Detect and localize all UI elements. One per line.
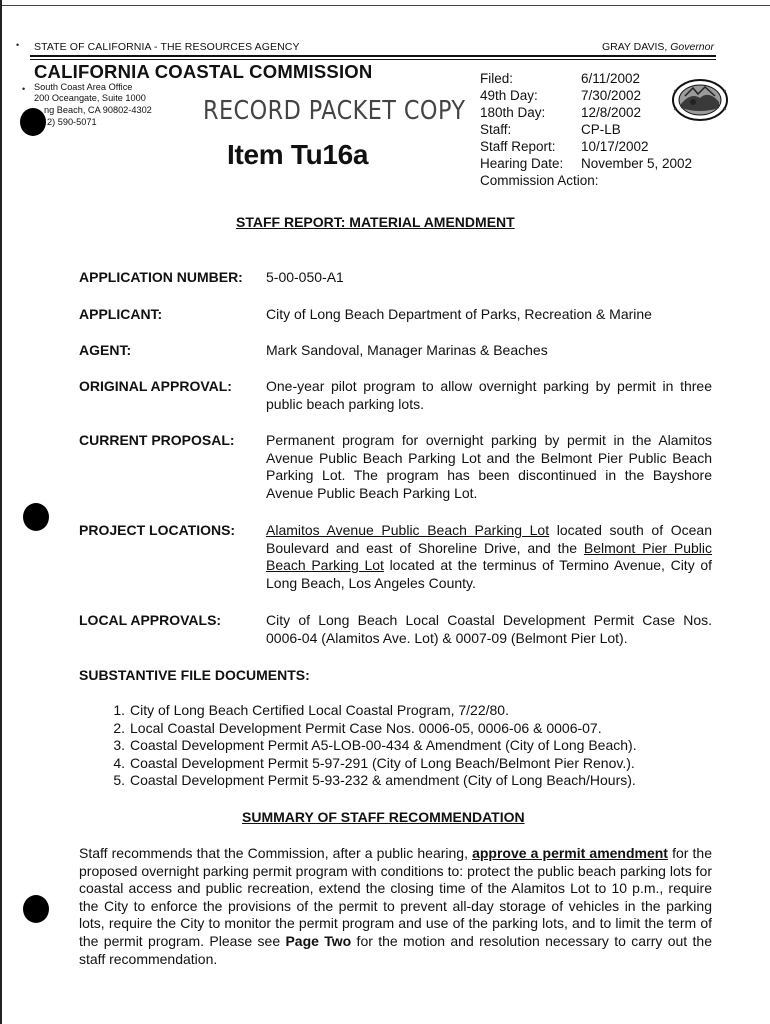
list-item: 4. Coastal Development Permit 5-97-291 (City of Long Beach/Belmont Pier Renov.). bbox=[113, 754, 635, 771]
field-label-applicant: APPLICANT: bbox=[79, 306, 163, 322]
summary-paragraph: Staff recommends that the Commission, after a public hearing, approve a permit amendment for the proposed overnight parking permit program with conditions to: protect the public beach parking lots for coastal access and public recreation, extend the closing time of the Alamitos Lot to 10 p.m., require the City to enforce the provisions of the permit to prevent all-day storage of vehicles in the parking lots, require the City to monitor the permit program and use of the parking lots, and to limit the term of the permit program. Please see Page Two for the motion and resolution necessary to carry out the staff recommendation. bbox=[79, 845, 712, 967]
office-line: 2) 590-5071 bbox=[47, 117, 97, 127]
punch-hole bbox=[23, 503, 49, 531]
field-label-project-locations: PROJECT LOCATIONS: bbox=[79, 522, 236, 538]
office-line: 200 Oceangate, Suite 1000 bbox=[34, 93, 146, 103]
location-text: located south of Ocean Boulevard and east of Shoreline Drive, and the bbox=[266, 522, 712, 556]
field-value-application-number: 5-00-050-A1 bbox=[266, 269, 344, 285]
meta-value-staff-report: 10/17/2002 bbox=[581, 139, 649, 154]
list-item: 2. Local Coastal Development Permit Case Nos. 0006-05, 0006-06 & 0006-07. bbox=[113, 719, 602, 736]
scan-mark: • bbox=[16, 40, 20, 50]
item-number: Item Tu16a bbox=[227, 139, 369, 170]
punch-hole bbox=[20, 108, 46, 136]
meta-value-49th-day: 7/30/2002 bbox=[581, 88, 642, 103]
scan-mark: • bbox=[22, 84, 26, 94]
field-label-current-proposal: CURRENT PROPOSAL: bbox=[79, 432, 235, 448]
punch-hole bbox=[23, 895, 49, 923]
field-label-local-approvals: LOCAL APPROVALS: bbox=[79, 612, 222, 628]
state-seal-icon bbox=[671, 78, 729, 122]
field-value-project-locations bbox=[266, 522, 712, 592]
meta-value-180th-day: 12/8/2002 bbox=[581, 105, 642, 120]
header-rule bbox=[30, 59, 716, 60]
meta-label-180th-day: 180th Day: bbox=[480, 105, 546, 120]
location-belmont-lot: Belmont Pier Public Beach Parking Lot bbox=[266, 539, 712, 574]
field-label-application-number: APPLICATION NUMBER: bbox=[79, 269, 243, 285]
list-item: 5. Coastal Development Permit 5-93-232 & amendment (City of Long Beach/Hours). bbox=[113, 772, 636, 789]
governor-name: GRAY DAVIS, bbox=[601, 41, 668, 53]
field-value-agent: Mark Sandoval, Manager Marinas & Beaches bbox=[266, 342, 548, 358]
meta-label-filed: Filed: bbox=[480, 71, 514, 86]
list-item: 1. City of Long Beach Certified Local Coastal Program, 7/22/80. bbox=[113, 702, 509, 718]
meta-label-staff: Staff: bbox=[480, 122, 512, 137]
agency-name: STATE OF CALIFORNIA - THE RESOURCES AGENCY bbox=[34, 41, 300, 53]
scan-top-line bbox=[0, 5, 770, 6]
field-label-agent: AGENT: bbox=[79, 342, 132, 358]
location-alamitos-lot: Alamitos Avenue Public Beach Parking Lot bbox=[266, 522, 550, 538]
file-documents-list bbox=[100, 702, 637, 790]
header-rule bbox=[30, 55, 716, 57]
field-label-original-approval: ORIGINAL APPROVAL: bbox=[79, 378, 232, 394]
meta-label-staff-report: Staff Report: bbox=[480, 139, 556, 154]
page-reference: Page Two bbox=[285, 932, 352, 949]
commission-name: CALIFORNIA COASTAL COMMISSION bbox=[34, 61, 373, 82]
file-documents-heading: SUBSTANTIVE FILE DOCUMENTS: bbox=[79, 667, 310, 683]
meta-value-hearing-date: November 5, 2002 bbox=[581, 156, 693, 171]
scan-left-edge bbox=[0, 0, 2, 1024]
office-line: ng Beach, CA 90802-4302 bbox=[44, 105, 152, 115]
meta-label-commission-action: Commission Action: bbox=[480, 173, 599, 188]
report-title: STAFF REPORT: MATERIAL AMENDMENT bbox=[236, 214, 515, 230]
meta-label-hearing-date: Hearing Date: bbox=[480, 156, 564, 171]
field-value-original-approval: One-year pilot program to allow overnight parking by permit in three public beach parking lots. bbox=[266, 378, 712, 412]
field-value-current-proposal: Permanent program for overnight parking by permit in the Alamitos Avenue Public Beach Parking Lot and the Belmont Pier Public Beach Parking Lot. The program has been discontinued in the Bayshore Avenue Public Beach Parking Lot. bbox=[266, 432, 712, 501]
governor-line bbox=[602, 41, 714, 53]
summary-title: SUMMARY OF STAFF RECOMMENDATION bbox=[242, 809, 525, 825]
meta-value-filed: 6/11/2002 bbox=[581, 71, 641, 86]
meta-value-staff: CP-LB bbox=[581, 122, 621, 137]
field-value-applicant: City of Long Beach Department of Parks, Recreation & Marine bbox=[266, 306, 652, 322]
governor-title: Governor bbox=[670, 41, 714, 53]
list-item: 3. Coastal Development Permit A5-LOB-00-434 & Amendment (City of Long Beach). bbox=[113, 737, 637, 754]
meta-label-49th-day: 49th Day: bbox=[480, 88, 538, 103]
office-line: South Coast Area Office bbox=[34, 82, 133, 92]
field-value-local-approvals: City of Long Beach Local Coastal Development Permit Case Nos. 0006-04 (Alamitos Ave. Lot) & 0007-09 (Belmont Pier Lot). bbox=[266, 612, 712, 646]
location-text: located at the terminus of Termino Avenue, City of Long Beach, Los Angeles County. bbox=[266, 557, 713, 591]
record-packet-stamp: RECORD PACKET COPY bbox=[203, 96, 466, 126]
recommendation-emphasis: approve a permit amendment bbox=[472, 845, 668, 861]
